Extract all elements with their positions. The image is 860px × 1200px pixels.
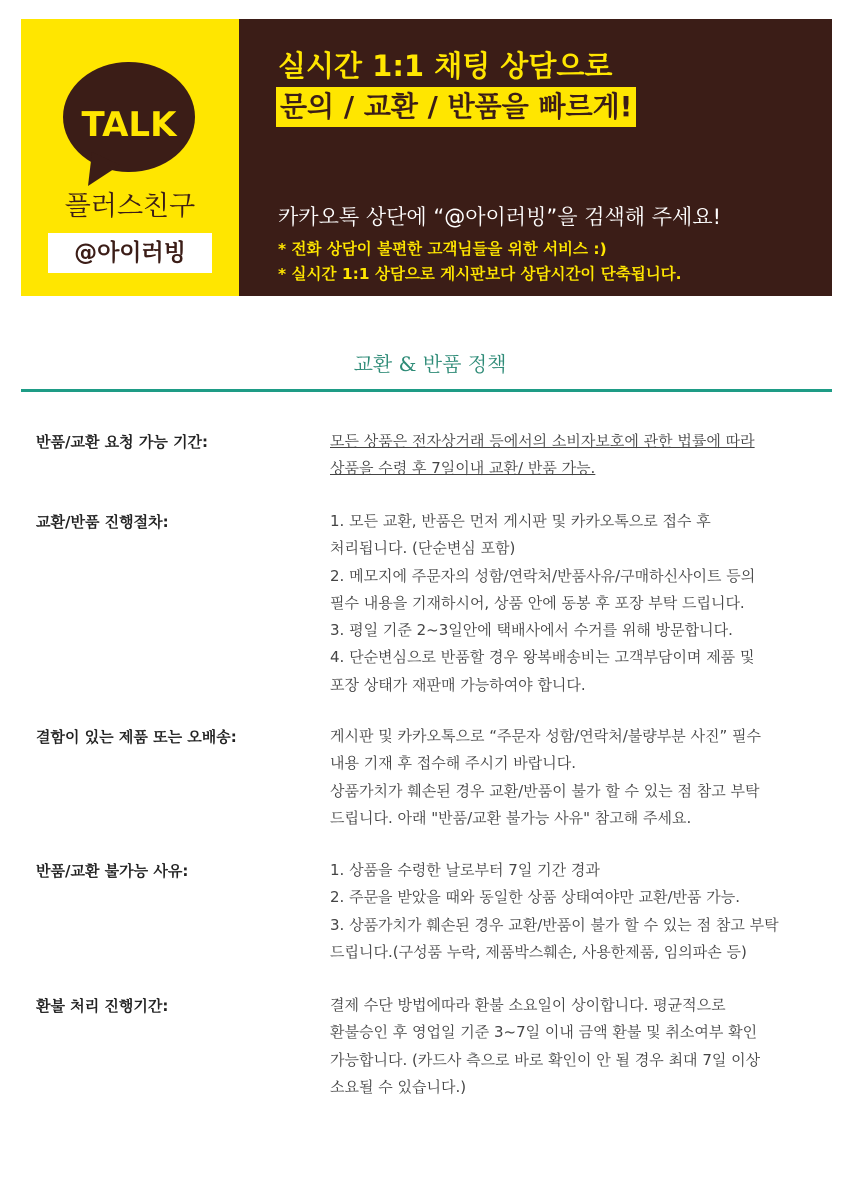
- note-service: * 전화 상담이 불편한 고객님들을 위한 서비스 :): [278, 240, 607, 258]
- section-label: 결함이 있는 제품 또는 오배송:: [36, 728, 237, 746]
- section-content: [330, 428, 830, 483]
- content-line: 필수 내용을 기재하시어, 상품 안에 동봉 후 포장 부탁 드립니다.: [330, 593, 745, 612]
- search-instruction: 카카오톡 상단에 “@아이러빙”을 검색해 주세요!: [278, 205, 722, 229]
- section-label: 반품/교환 요청 가능 기간:: [36, 433, 209, 451]
- content-line: 상품을 수령 후 7일이내 교환/ 반품 가능.: [330, 459, 596, 478]
- note-faster: * 실시간 1:1 상담으로 게시판보다 상담시간이 단축됩니다.: [278, 265, 682, 283]
- section-label: 교환/반품 진행절차:: [36, 513, 169, 531]
- content-line: 모든 상품은 전자상거래 등에서의 소비자보호에 관한 법률에 따라: [330, 432, 755, 450]
- headline-primary: 실시간 1:1 채팅 상담으로: [278, 49, 613, 83]
- section-label: 환불 처리 진행기간:: [36, 997, 169, 1015]
- section-content: [330, 992, 830, 1101]
- content-line: 소요될 수 있습니다.): [330, 1077, 467, 1096]
- section-content: [330, 857, 830, 966]
- content-line: 가능합니다. (카드사 측으로 바로 확인이 안 될 경우 최대 7일 이상: [330, 1050, 761, 1069]
- content-line: 내용 기재 후 접수해 주시기 바랍니다.: [330, 754, 576, 773]
- content-line: 드립니다. 아래 "반품/교환 불가능 사유" 참고해 주세요.: [330, 808, 692, 827]
- content-line: 처리됩니다. (단순변심 포함): [330, 539, 516, 558]
- content-line: 게시판 및 카카오톡으로 “주문자 성함/연락처/불량부분 사진” 필수: [330, 727, 762, 745]
- policy-divider: [21, 389, 832, 392]
- content-line: 환불승인 후 영업일 기준 3~7일 이내 금액 환불 및 취소여부 확인: [330, 1023, 758, 1042]
- content-line: 3. 상품가치가 훼손된 경우 교환/반품이 불가 할 수 있는 점 참고 부탁: [330, 915, 779, 934]
- content-line: 2. 메모지에 주문자의 성함/연락처/반품사유/구매하신사이트 등의: [330, 566, 756, 585]
- policy-title: 교환 & 반품 정책: [353, 352, 507, 376]
- kakao-plus-friend-panel: [21, 19, 239, 296]
- content-line: 4. 단순변심으로 반품할 경우 왕복배송비는 고객부담이며 제품 및: [330, 648, 755, 667]
- content-line: 결제 수단 방법에따라 환불 소요일이 상이합니다. 평균적으로: [330, 996, 726, 1014]
- section-content: [330, 508, 830, 699]
- chat-consult-panel: [239, 19, 832, 296]
- plus-friend-label: 플러스친구: [64, 191, 196, 222]
- talk-logo-text: TALK: [81, 105, 177, 145]
- content-line: 포장 상태가 재판매 가능하여야 합니다.: [330, 675, 586, 694]
- content-line: 1. 상품을 수령한 날로부터 7일 기간 경과: [330, 861, 600, 879]
- kakao-id-badge: @아이러빙: [48, 233, 212, 273]
- kakao-banner: [21, 19, 832, 296]
- content-line: 1. 모든 교환, 반품은 먼저 게시판 및 카카오톡으로 접수 후: [330, 512, 711, 530]
- section-label: 반품/교환 불가능 사유:: [36, 862, 189, 880]
- content-line: 상품가치가 훼손된 경우 교환/반품이 불가 할 수 있는 점 참고 부탁: [330, 781, 760, 800]
- kakaotalk-speech-bubble-icon: [62, 57, 196, 187]
- content-line: 드립니다.(구성품 누락, 제품박스훼손, 사용한제품, 임의파손 등): [330, 942, 747, 961]
- section-content: [330, 723, 830, 832]
- content-line: 3. 평일 기준 2~3일안에 택배사에서 수거를 위해 방문합니다.: [330, 621, 733, 640]
- content-line: 2. 주문을 받았을 때와 동일한 상품 상태여야만 교환/반품 가능.: [330, 888, 741, 907]
- headline-secondary: 문의 / 교환 / 반품을 빠르게!: [276, 87, 636, 127]
